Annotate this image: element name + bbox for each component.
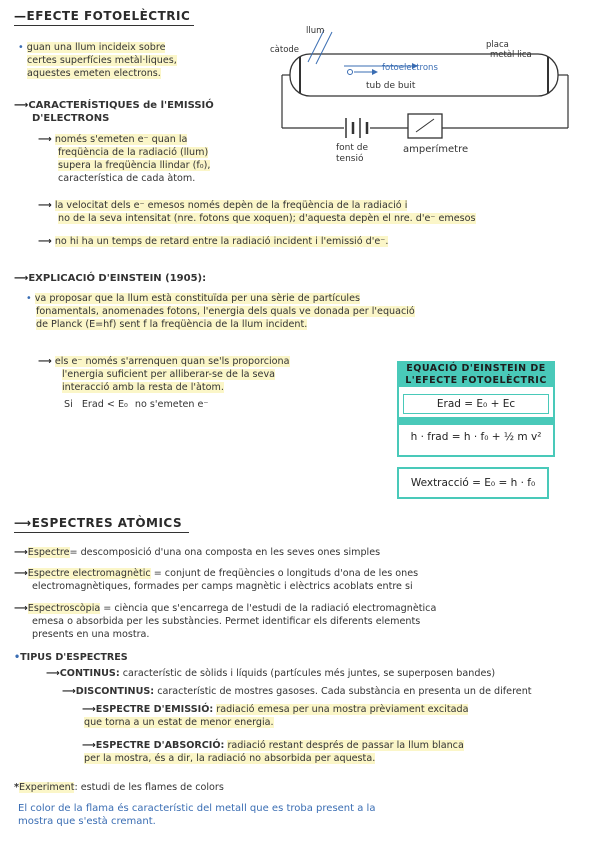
einstein-arrow-text: ⟶ els e⁻ només s'arrenquen quan se'ls proporciona l'energia suficient per alliberar-se de la seva interacció amb la resta de l'àtom. Si Erad < E₀ no s'emeten e⁻ — [38, 356, 290, 410]
atomic-spectra-heading: ⟶ESPECTRES ATÒMICS — [14, 516, 182, 530]
absorption-spectrum: ⟶ESPECTRE D'ABSORCIÓ: radiació restant després de passar la llum blanca per la mostra, és a dir, la radiació no absorbida per aquesta. — [82, 740, 464, 764]
characteristic-item-2: ⟶ la velocitat dels e⁻ emesos només depèn de la freqüència de la radiació i no de la seva intensitat (nre. fotons que xoquen); d'aquesta depèn el nre. d'e⁻ emesos — [38, 200, 476, 224]
cathode-label: càtode — [270, 45, 300, 55]
photoelectrons-label: fotoelectrons — [382, 63, 438, 73]
continuous-spectra: ⟶CONTINUS: característic de sòlids i líquids (partícules més juntes, se superposen bandes) — [46, 668, 496, 679]
einstein-equation-box — [397, 361, 555, 457]
einstein-equation-1: Erad = E₀ + Ec — [403, 394, 549, 414]
intro-line: guan una llum incideix sobre — [26, 42, 166, 53]
light-label: llum — [306, 26, 325, 36]
work-function-equation: Wextracció = E₀ = h · f₀ — [410, 477, 536, 489]
intro-line: certes superfícies metàl·liques, — [27, 55, 177, 66]
em-spectrum-definition: ⟶Espectre electromagnètic = conjunt de freqüències o longituds d'ona de les ones electromagnètiques, formades per camps magnètic i elèctrics acoblats entre si — [14, 568, 419, 592]
page-title: —EFECTE FOTOELÈCTRIC — [14, 9, 190, 23]
vacuum-tube — [290, 54, 558, 96]
characteristics-heading: ⟶CARACTERÍSTIQUES de l'EMISSIÓ D'ELECTRONS — [14, 100, 214, 124]
battery-symbol — [346, 118, 367, 138]
intro-text: • guan una llum incideix sobre certes superfícies metàl·liques, aquestes emeten electrons. — [18, 42, 177, 79]
ammeter-label: amperímetre — [403, 144, 469, 155]
experiment-heading: *Experiment: estudi de les flames de colors — [14, 782, 224, 793]
characteristic-item-3: ⟶ no hi ha un temps de retard entre la radiació incident i l'emissió d'e⁻. — [38, 236, 389, 247]
work-function-box — [397, 467, 549, 499]
einstein-box-title: EQUACIÓ D'EINSTEIN DE L'EFECTE FOTOELÈCTRIC — [399, 363, 553, 387]
characteristic-item-1: ⟶ només s'emeten e⁻ quan la freqüència de la radiació (llum) supera la freqüència llindar (f₀), característica de cada àtom. — [38, 134, 211, 184]
spectra-types-heading: •TIPUS D'ESPECTRES — [14, 652, 128, 663]
intro-line: aquestes emeten electrons. — [27, 68, 161, 79]
tube-label: tub de buit — [366, 81, 416, 91]
discontinuous-spectra: ⟶DISCONTINUS: característic de mostres gasoses. Cada substància en presenta un de diferent — [62, 686, 532, 697]
electron — [348, 70, 353, 75]
einstein-equation-2: h · frad = h · f₀ + ½ m v² — [410, 431, 542, 443]
einstein-explanation-text: • va proposar que la llum està constituïda per una sèrie de partícules fonamentals, anomenades fotons, l'energia dels quals ve donada per l'equació de Planck (E=hf) sent f la freqüència de la llum incident. — [26, 293, 415, 330]
einstein-explanation-heading: ⟶EXPLICACIÓ D'EINSTEIN (1905): — [14, 273, 207, 284]
ammeter-symbol — [408, 114, 442, 138]
spectrum-definition: ⟶Espectre= descomposició d'una ona composta en les seves ones simples — [14, 547, 381, 558]
spectroscopy-definition: ⟶Espectroscòpia = ciència que s'encarrega de l'estudi de la radiació electromagnètica emesa o absorbida per les substàncies. Permet identificar els diferents elements presents en una mostra. — [14, 603, 437, 640]
emission-spectrum: ⟶ESPECTRE D'EMISSIÓ: radiació emesa per una mostra prèviament excitada que torna a un estat de menor energia. — [82, 704, 469, 728]
plate-label: placa metàl·lica — [486, 40, 532, 60]
voltage-source-label: font de tensió — [336, 143, 369, 164]
experiment-text: El color de la flama és característic del metall que es troba present a la mostra que s'està cremant. — [18, 803, 376, 827]
